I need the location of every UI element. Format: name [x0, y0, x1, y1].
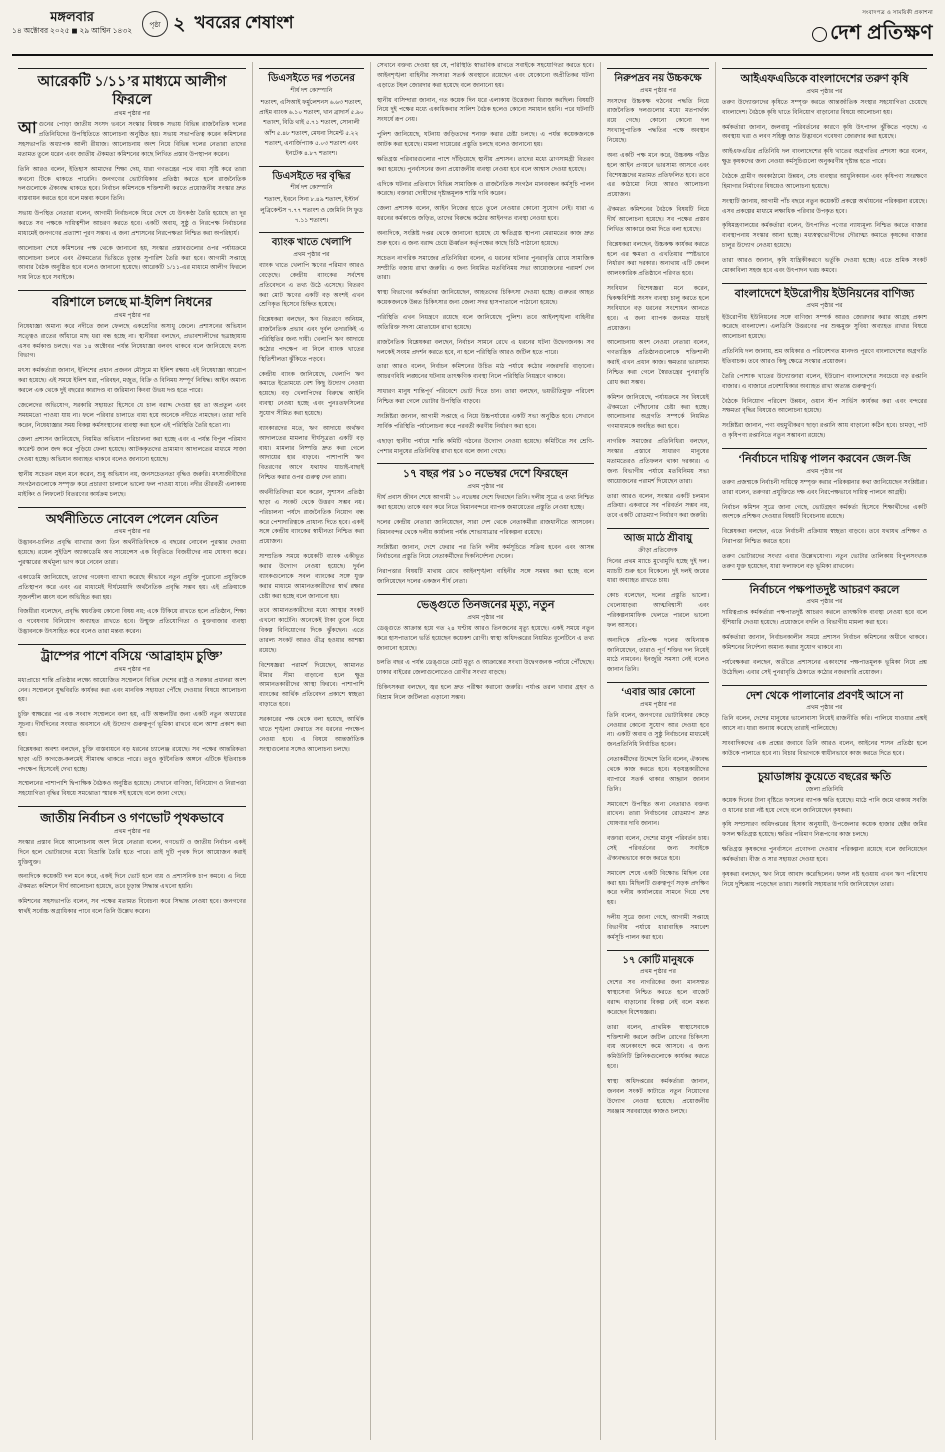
article-body: সরকারের পক্ষ থেকে বলা হয়েছে, আর্থিক খাতে শৃঙ্খলা ফেরাতে সব ধরনের পদক্ষেপ নেওয়া হবে। এ বিষয়ে আন্তর্জাতিক সংস্থাগুলোর সঙ্গেও আলোচনা চলছে। — [259, 717, 364, 753]
article-body: ক্ষতিগ্রস্ত কৃষকদের পুনর্বাসনে প্রণোদনা দেওয়ার পরিকল্পনা রয়েছে বলে জানিয়েছেন কর্মকর্তারা। বীজ ও সার সহায়তা দেওয়া হবে। — [722, 847, 927, 863]
article-byline: প্রথম পৃষ্ঠার পর — [467, 613, 504, 621]
article-body: চিকিৎসকরা বলছেন, জ্বর হলে দ্রুত পরীক্ষা করানো জরুরি। পর্যাপ্ত তরল খাবার গ্রহণ ও বিশ্রাম নিলে জটিলতা এড়ানো সম্ভব। — [377, 685, 594, 702]
article-byline: প্রথম পৃষ্ঠার পর — [113, 311, 151, 319]
date-line: ১৪ অক্টোবর ২০২৫ ◼ ২৯ আশ্বিন ১৪৩২ — [12, 25, 133, 35]
article-body: ব্যাংকারদের মতে, ঋণ আদায়ে অর্থঋণ আদালতের মামলার দীর্ঘসূত্রতা একটি বড় বাধা। মামলার নিষ্পত্তি দ্রুত করা গেলে আদায়ের হার বাড়বে। পাশাপাশি ঋণ বিতরণের আগে যথাযথ যাচাই-বাছাই নিশ্চিত করার ওপর গুরুত্ব দেন তারা। — [259, 425, 364, 482]
page-badge-label: পৃষ্ঠা — [149, 20, 161, 29]
article-body: তারা আরও জানান, কৃষি যান্ত্রিকীকরণে ভর্তুকি দেওয়া হচ্ছে। এতে শ্রমিক সংকট মোকাবিলা সহজ হবে এবং উৎপাদন খরচ কমবে। — [722, 257, 927, 274]
article-headline[interactable]: ভেঙ্গুতে তিনজনের মৃত্যু, নতুন — [377, 594, 594, 613]
article-body: চুক্তি স্বাক্ষরের পর এক সংবাদ সম্মেলনে বলা হয়, এটি অঞ্চলটির জন্য একটি নতুন অধ্যায়ের সূচনা। দীর্ঘদিনের সংঘাত অবসানে এই উদ্যোগ গুরুত্বপূর্ণ ভূমিকা রাখবে বলে আশা প্রকাশ করা হয়। — [18, 712, 246, 739]
article-body: দায়িত্বপ্রাপ্ত কর্মকর্তারা পক্ষপাতদুষ্ট আচরণ করলে তাৎক্ষণিক ব্যবস্থা নেওয়া হবে বলে হুঁশিয়ারি দেওয়া হয়েছে। প্রয়োজনে বদলি ও বিভাগীয় মামলা করা হবে। — [722, 610, 927, 627]
article-body: নির্বাচন কমিশন সূত্রে জানা গেছে, ভোটগ্রহণ কর্মকর্তা হিসেবে শিক্ষার্থীদের একটি অংশকে প্রশিক্ষণ দেওয়ার বিষয়টি বিবেচনায় রয়েছে। — [722, 504, 927, 521]
article-body: সাম্প্রতিক সময়ে কয়েকটি ব্যাংক একীভূত করার উদ্যোগ নেওয়া হয়েছে। দুর্বল ব্যাংকগুলোকে সবল ব্যাংকের সঙ্গে যুক্ত করার মাধ্যমে আমানতকারীদের স্বার্থ রক্ষার চেষ্টা করা হচ্ছে বলে জানানো হয়। — [259, 554, 364, 600]
article-body: আলোচনা শেষে কমিশনের পক্ষ থেকে জানানো হয়, সংস্কার প্রস্তাবগুলোর ওপর পর্যায়ক্রমে আলোচনা চলবে এবং ঐকমত্যের ভিত্তিতে চূড়ান্ত সুপারিশ তৈরি করা হবে। আগামী সপ্তাহে আবার বৈঠক অনুষ্ঠিত হবে বলেও জানানো হয়েছে। আরেকটি ১/১১-এর মাধ্যমে আলীগ ফিরলে দায় নিতে হবে সবাইকে। — [18, 245, 246, 282]
article-body: ডেঙ্গুতে আক্রান্ত হয়ে গত ২৪ ঘণ্টায় আরও তিনজনের মৃত্যু হয়েছে। একই সময়ে নতুন করে হাসপাতালে ভর্তি হয়েছেন কয়েকশ রোগী। স্বাস্থ্য অধিদপ্তরের নিয়মিত বুলেটিনে এ তথ্য জানানো হয়েছে। — [377, 625, 594, 652]
article-headline[interactable]: বাংলাদেশে ইউরোপীয় ইউনিয়নের বাণিজ্য — [722, 283, 927, 302]
article-body: উদ্ভাবন-চালিত প্রবৃদ্ধি ব্যাখ্যার জন্য তিন অর্থনীতিবিদকে এ বছরের নোবেল পুরস্কার দেওয়া হয়েছে। রয়েল সুইডিশ অ্যাকাডেমি অব সায়েন্সেস এক বিবৃতিতে বিজয়ীদের নাম ঘোষণা করে। পুরস্কারের অর্থমূল্য ভাগ করে নেবেন তারা। — [18, 540, 246, 567]
article-body: দিনের প্রথম ম্যাচে মুখোমুখি হচ্ছে দুই দল। ম্যাচটি শুরু হবে বিকেলে। দুই দলই জয়ের ধারা অব্যাহত রাখতে চায়। — [607, 558, 709, 585]
article-byline: প্রথম পৃষ্ঠার পর — [806, 302, 843, 310]
article-body: জেলেদের অভিযোগ, সরকারি সহায়তা হিসেবে যে চাল বরাদ্দ দেওয়া হয় তা অপ্রতুল এবং সময়মতো পাওয়া যায় না। ফলে পরিবার চালাতে বাধ্য হয়ে অনেকে নদীতে নামছেন। তারা দাবি করেন, নিষেধাজ্ঞার সময় বিকল্প কর্মসংস্থানের ব্যবস্থা করা হলে এই পরিস্থিতি তৈরি হতো না। — [18, 402, 246, 429]
article-body: ইউরোপীয় ইউনিয়নের সঙ্গে বাণিজ্য সম্পর্ক আরও জোরদার করার আগ্রহ প্রকাশ করেছে বাংলাদেশ। এলডিসি উত্তরণের পর শুল্কমুক্ত সুবিধা অব্যাহত রাখার বিষয়ে আলোচনা হয়েছে। — [722, 314, 927, 341]
article-byline: প্রথম পৃষ্ঠার পর — [806, 467, 843, 475]
article-body: পরিস্থিতি এখন নিয়ন্ত্রণে রয়েছে বলে জানিয়েছে পুলিশ। তবে আইনশৃঙ্খলা বাহিনীর অতিরিক্ত সদস্য মোতায়েন রাখা হয়েছে। — [377, 315, 594, 331]
article-body: বিশ্লেষকরা বলছেন, উচ্চকক্ষ কার্যকর করতে হলে এর ক্ষমতা ও এখতিয়ার স্পষ্টভাবে নির্ধারণ করা দরকার। অন্যথায় এটি কেবল আলংকারিক প্রতিষ্ঠানে পরিণত হবে। — [607, 241, 709, 278]
article-body: একাডেমি জানিয়েছে, তাদের গবেষণা ব্যাখ্যা করেছে কীভাবে নতুন প্রযুক্তি পুরোনো প্রযুক্তিকে প্রতিস্থাপন করে এবং এর মাধ্যমেই দীর্ঘমেয়াদি অর্থনৈতিক প্রবৃদ্ধি সম্ভব হয়। এই প্রক্রিয়াকে সৃজনশীল ধ্বংস বলে অভিহিত করা হয়। — [18, 574, 246, 601]
article-body: তিনি বলেন, জনগণের ভোটাধিকার কেড়ে নেওয়ার কোনো সুযোগ আর দেওয়া হবে না। একটি অবাধ ও সুষ্ঠু নির্বাচনের মাধ্যমেই জনপ্রতিনিধি নির্বাচিত হবেন। — [607, 712, 709, 749]
article-body: নিষেধাজ্ঞা অমান্য করে নদীতে জাল ফেলছে একশ্রেণির অসাধু জেলে। প্রশাসনের অভিযান সত্ত্বেও রাতের আঁধারে মাছ ধরা বন্ধ হচ্ছে না। স্থানীয়রা বলছেন, প্রভাবশালীদের ছত্রচ্ছায়ায় এসব কর্মকাণ্ড চলছে। গত ১৪ অক্টোবর পর্যন্ত নিষেধাজ্ঞা বলবৎ থাকবে বলে জানিয়েছে মৎস্য বিভাগ। — [18, 323, 246, 360]
article-body: তরুণ উদ্যোক্তাদের কৃষিতে সম্পৃক্ত করতে আন্তর্জাতিক সংস্থার সহযোগিতা চেয়েছে বাংলাদেশ। বৈঠকে কৃষি খাতে বিনিয়োগ বাড়ানোর বিষয়ে আলোচনা হয়। — [722, 99, 927, 116]
column-4 — [600, 62, 715, 1440]
article-byline: প্রথম পৃষ্ঠার পর — [806, 704, 843, 712]
article-body: নাগরিক সমাজের প্রতিনিধিরা বলছেন, সংস্কার প্রস্তাবে সাধারণ মানুষের মতামতেরও প্রতিফলন থাকা দরকার। এ জন্য বিভাগীয় পর্যায়ে মতবিনিময় সভা আয়োজনের পরামর্শ দিয়েছেন তারা। — [607, 439, 709, 485]
article-body: সভায় উপস্থিত নেতারা বলেন, আগামী নির্বাচনকে ঘিরে দেশে যে উৎকণ্ঠা তৈরি হয়েছে তা দূর করতে সব পক্ষকে দায়িত্বশীল আচরণ করতে হবে। একটি অবাধ, সুষ্ঠু ও নিরপেক্ষ নির্বাচনের মাধ্যমেই জনগণের প্রত্যাশা পূরণ সম্ভব। এ জন্য প্রশাসনের নিরপেক্ষতা নিশ্চিত করা অপরিহার্য। — [18, 211, 246, 237]
article-byline: শীর্ষ দশ কোম্পানি — [290, 86, 333, 94]
article-body: রাজনৈতিক বিশ্লেষকরা বলছেন, নির্বাচন সামনে রেখে এ ধরনের ঘটনা উদ্বেগজনক। সব দলকেই সংযম প্রদর্শন করতে হবে, না হলে পরিস্থিতি আরও জটিল হতে পারে। — [377, 339, 594, 356]
circle-logo-icon — [812, 27, 827, 42]
article-body: তারা বলেন, প্রাথমিক স্বাস্থ্যসেবাকে শক্তিশালী করলে জটিল রোগের চিকিৎসা ব্যয় অনেকাংশে কমে আসবে। এ জন্য কমিউনিটি ক্লিনিকগুলোকে কার্যকর করতে হবে। — [607, 1024, 709, 1071]
article-body: তারা আরও বলেন, সংস্কার একটি চলমান প্রক্রিয়া। একবারে সব পরিবর্তন সম্ভব নয়, তবে একটি রোডম্যাপ নির্ধারণ করা জরুরি। — [607, 493, 709, 520]
article-body: অন্যদিকে প্রতিপক্ষ দলের অধিনায়ক জানিয়েছেন, তারাও পূর্ণ শক্তির দল নিয়েই মাঠে নামবেন। ইনজুরি সমস্যা নেই বলেও জানান তিনি। — [607, 637, 709, 674]
page-number: ২ — [173, 13, 186, 35]
article-body: কমিশনের সহসভাপতি বলেন, সব পক্ষের মতামত বিবেচনা করে সিদ্ধান্ত নেওয়া হবে। জনগণের স্বার্থই সর্বোচ্চ অগ্রাধিকার পাবে বলে তিনি উল্লেখ করেন। — [18, 899, 246, 916]
article-byline: প্রথম পৃষ্ঠার পর — [806, 598, 843, 606]
article-headline[interactable]: চুয়াডাঙ্গায় কুয়েতে বছরের ক্ষতি — [722, 766, 927, 785]
column-5 — [715, 62, 933, 1440]
article-byline: প্রথম পৃষ্ঠার পর — [806, 87, 843, 95]
article-headline[interactable]: জাতীয় নির্বাচন ও গণভোট পৃথকভাবে — [18, 806, 246, 827]
article-body: সংস্কার প্রস্তাব নিয়ে আলোচনায় অংশ নিয়ে নেতারা বলেন, গণভোট ও জাতীয় নির্বাচন একই দিনে হলে ভোটারদের মধ্যে বিভ্রান্তি তৈরি হতে পারে। তাই দুটি পৃথক দিনে আয়োজন করাই যুক্তিযুক্ত। — [18, 839, 246, 866]
day-name: মঙ্গলবার — [50, 9, 94, 24]
article-byline: প্রথম পৃষ্ঠার পর — [467, 483, 504, 491]
article-headline[interactable]: নির্বাচনে পক্ষপাতদুষ্ট আচরণ করলে — [722, 579, 927, 598]
article-body: তিনি বলেন, দেশের মানুষের ভালোবাসা নিয়েই রাজনীতি করি। পালিয়ে যাওয়ার প্রশ্নই আসে না। যারা অন্যায় করেছে তারাই পালিয়েছে। — [722, 716, 927, 733]
article-headline[interactable]: আইএফএডিকে বাংলাদেশের তরুণ কৃষি — [722, 68, 927, 87]
article-body: আইএফএডির প্রতিনিধি দল বাংলাদেশের কৃষি খাতের অগ্রগতির প্রশংসা করে বলেন, ক্ষুদ্র কৃষকদের জন্য নেওয়া কর্মসূচিগুলো অনুকরণীয় দৃষ্টান্ত হতে পারে। — [722, 149, 927, 166]
date-block — [12, 10, 132, 36]
article-headline[interactable]: দেশ থেকে পালানোর প্রবণই আসে না — [722, 685, 927, 704]
article-body: সংশ্লিষ্টরা জানান, পণ্য বহুমুখীকরণ ছাড়া রপ্তানি আয় বাড়ানো কঠিন হবে। চামড়া, পাট ও কৃষিপণ্য রপ্তানিতে নতুন সম্ভাবনা রয়েছে। — [722, 423, 927, 440]
article-body: সংসদের উচ্চকক্ষ গঠনের পদ্ধতি নিয়ে রাজনৈতিক দলগুলোর মধ্যে মতপার্থক্য রয়ে গেছে। কোনো কোনো দল সংখ্যানুপাতিক পদ্ধতির পক্ষে অবস্থান নিয়েছে। — [607, 98, 709, 144]
article-body: সমাবেশ শেষে একটি বিক্ষোভ মিছিল বের করা হয়। মিছিলটি গুরুত্বপূর্ণ সড়ক প্রদক্ষিণ করে দলীয় কার্যালয়ের সামনে গিয়ে শেষ হয়। — [607, 870, 709, 907]
article-body: জেলা প্রশাসক বলেন, আইন নিজের হাতে তুলে নেওয়ার কোনো সুযোগ নেই। যারা এ ধরনের কর্মকাণ্ডে জড়িত, তাদের বিরুদ্ধে কঠোর আইনগত ব্যবস্থা নেওয়া হবে। — [377, 206, 594, 223]
article-headline[interactable]: ডিএসইতে দর পতনের — [259, 68, 364, 86]
article-headline[interactable]: ‘এবার আর কোনো — [607, 682, 709, 700]
article-body: কোচ বলেছেন, দলের প্রস্তুতি ভালো। খেলোয়াড়রা আত্মবিশ্বাসী এবং পরিকল্পনামাফিক খেলতে পারলে ভালো ফল আসবে। — [607, 593, 709, 629]
article-byline: শীর্ষ দশ কোম্পানি — [290, 184, 333, 192]
article-body: সংশ্লিষ্টরা জানান, আগামী সপ্তাহে এ নিয়ে উচ্চপর্যায়ের একটি সভা অনুষ্ঠিত হবে। সেখানে সার্বিক পরিস্থিতি পর্যালোচনা করে পরবর্তী করণীয় নির্ধারণ করা হবে। — [377, 413, 594, 430]
article-body: কমিশন জানিয়েছে, পর্যায়ক্রমে সব বিষয়েই ঐকমত্যে পৌঁছানোর চেষ্টা করা হচ্ছে। আলোচনার অগ্রগতি সম্পর্কে নিয়মিত গণমাধ্যমকে অবহিত করা হবে। — [607, 394, 709, 431]
column-1 — [12, 62, 252, 1440]
article-body: সচেতন নাগরিক সমাজের প্রতিনিধিরা বলেন, এ ধরনের ঘটনার পুনরাবৃত্তি রোধে সামাজিক সম্প্রীতি বজায় রাখা জরুরি। এ জন্য নিয়মিত মতবিনিময় সভা আয়োজনের পরামর্শ দেন তারা। — [377, 255, 594, 282]
article-body: বিজয়ীরা বলেছেন, প্রবৃদ্ধি স্বয়ংক্রিয় কোনো বিষয় নয়; একে টিকিয়ে রাখতে হলে প্রতিষ্ঠান, শিক্ষা ও গবেষণায় বিনিয়োগ অব্যাহত রাখতে হবে। উন্মুক্ত প্রতিযোগিতা ও মুক্তবাজার ব্যবস্থা উদ্ভাবনকে উৎসাহিত করে বলেও তারা মন্তব্য করেন। — [18, 609, 246, 636]
article-byline: প্রথম পৃষ্ঠার পর — [113, 827, 151, 835]
article-body: দলীয় সূত্রে জানা গেছে, আগামী সপ্তাহে বিভাগীয় পর্যায়ে ধারাবাহিক সমাবেশ কর্মসূচি পালন করা হবে। — [607, 915, 709, 941]
article-body: কৃষি সম্প্রসারণ অধিদপ্তরের হিসাব অনুযায়ী, উপজেলার কয়েক হাজার হেক্টর জমির ফসল ক্ষতিগ্রস্ত হয়েছে। ক্ষতির পরিমাণ নিরূপণের কাজ চলছে। — [722, 822, 927, 839]
article-body: এছাড়া স্থানীয় পর্যায়ে শান্তি কমিটি গঠনের উদ্যোগ নেওয়া হয়েছে। কমিটিতে সব শ্রেণি-পেশার মানুষের প্রতিনিধিত্ব রাখা হবে বলে জানা গেছে। — [377, 438, 594, 455]
article-headline[interactable]: ব্যাংক খাতে খেলাপি — [259, 232, 364, 250]
article-byline: প্রথম পৃষ্ঠার পর — [639, 968, 677, 976]
article-body: বিশ্লেষকরা বলছেন, এতে নির্বাচনী প্রক্রিয়ায় স্বচ্ছতা বাড়বে। তবে যথাযথ প্রশিক্ষণ ও নিরাপত্তা নিশ্চিত করতে হবে। — [722, 529, 927, 546]
article-body: সাধারণ মানুষ শান্তিপূর্ণ পরিবেশে ভোট দিতে চান। তারা বলছেন, ভয়ভীতিমুক্ত পরিবেশ নিশ্চিত করা গেলে ভোটার উপস্থিতি বাড়বে। — [377, 389, 594, 406]
article-headline[interactable]: আরেকটি ১/১১’র মাধ্যমে আলীগ ফিরলে — [18, 68, 246, 109]
article-body: স্বাস্থ্য বিভাগের কর্মকর্তারা জানিয়েছেন, আহতদের চিকিৎসা দেওয়া হচ্ছে। গুরুতর আহত কয়েকজনকে উন্নত চিকিৎসার জন্য জেলা সদর হাসপাতালে পাঠানো হয়েছে। — [377, 290, 594, 307]
article-body: স্থানীয় বাসিন্দারা জানান, গত কয়েক দিন ধরে এলাকায় উত্তেজনা বিরাজ করছিল। বিষয়টি নিয়ে দুই পক্ষের মধ্যে একাধিকবার সালিশ বৈঠক হলেও কোনো সমাধান হয়নি। পরে ঘটনাটি সংঘর্ষে রূপ নেয়। — [377, 97, 594, 124]
article-headline[interactable]: বরিশালে চলছে মা-ইলিশ নিধনের — [18, 290, 246, 311]
article-body: স্বাস্থ্য অধিদপ্তরের কর্মকর্তারা জানান, জনবল সংকট কাটাতে নতুন নিয়োগের উদ্যোগ নেওয়া হয়েছে। প্রয়োজনীয় সরঞ্জাম সরবরাহের কাজও চলছে। — [607, 1079, 709, 1115]
article-headline[interactable]: আজ মাঠে শ্রীবায়ু — [607, 528, 709, 546]
article-body: কেন্দ্রীয় ব্যাংক জানিয়েছে, খেলাপি ঋণ কমাতে ইতোমধ্যে বেশ কিছু উদ্যোগ নেওয়া হয়েছে। বড় খেলাপিদের বিরুদ্ধে আইনি ব্যবস্থা নেওয়া হচ্ছে এবং পুনঃতফসিলের সুযোগ সীমিত করা হয়েছে। — [259, 371, 364, 417]
article-body: স্থানীয় সচেতন মহল মনে করেন, শুধু অভিযান নয়, জনসচেতনতা বৃদ্ধিও জরুরি। মৎস্যজীবীদের সংগঠনগুলোকে সম্পৃক্ত করে প্রচারণা চালালে ভালো ফল পাওয়া যাবে। নদীর তীরবর্তী এলাকায় মাইকিং ও লিফলেট বিতরণের কার্যক্রম চলছে। — [18, 472, 246, 498]
article-byline: জেলা প্রতিনিধি — [805, 785, 844, 793]
article-headline[interactable]: নিরুপদ্রব নয় উচ্চকক্ষে — [607, 68, 709, 86]
article-body: নেতাকর্মীদের উদ্দেশে তিনি বলেন, ঐক্যবদ্ধ থেকে কাজ করতে হবে। ষড়যন্ত্রকারীদের ব্যাপারে সতর্ক থাকার আহ্বান জানান তিনি। — [607, 757, 709, 793]
article-body: বৈঠকে গ্রামীণ অবকাঠামো উন্নয়ন, সেচ ব্যবস্থার আধুনিকায়ন এবং কৃষিপণ্য সংরক্ষণে হিমাগার নির্মাণের বিষয়েও আলোচনা হয়েছে। — [722, 173, 927, 190]
logo-text: দেশ প্রতিক্ষণ — [830, 22, 933, 44]
article-body: সাংবাদিকদের এক প্রশ্নের জবাবে তিনি আরও বলেন, আইনের শাসন প্রতিষ্ঠা হলে কাউকে পালাতে হবে না। বিচার বিভাগকে স্বাধীনভাবে কাজ করতে দিতে হবে। — [722, 741, 927, 758]
article-body: সমাবেশে উপস্থিত অন্য নেতারাও বক্তব্য রাখেন। তারা নির্বাচনের রোডম্যাপ দ্রুত ঘোষণার দাবি জানান। — [607, 801, 709, 828]
article-byline: প্রথম পৃষ্ঠার পর — [113, 110, 151, 118]
article-byline: প্রথম পৃষ্ঠার পর — [639, 700, 677, 708]
article-body: সংস্থাটি জানায়, আগামী পাঁচ বছরে নতুন কয়েকটি প্রকল্পে অর্থায়নের পরিকল্পনা রয়েছে। এসব প্রকল্পের মাধ্যমে লক্ষাধিক পরিবার উপকৃত হবে। — [722, 198, 927, 215]
article-body: আলোচনায় অংশ নেওয়া নেতারা বলেন, গণতান্ত্রিক প্রতিষ্ঠানগুলোকে শক্তিশালী করাই এখন প্রধান কাজ। ক্ষমতার ভারসাম্য নিশ্চিত করা গেলে স্বৈরতন্ত্রের পুনরাবৃত্তি রোধ করা সম্ভব। — [607, 340, 709, 386]
article-body: ঐকমত্য কমিশনের বৈঠকে বিষয়টি নিয়ে দীর্ঘ আলোচনা হয়েছে। সব পক্ষের প্রস্তাব লিখিত আকারে জমা দিতে বলা হয়েছে। — [607, 207, 709, 233]
article-body: মৎস্য কর্মকর্তারা জানান, ইলিশের প্রধান প্রজনন মৌসুমে মা ইলিশ রক্ষায় এই নিষেধাজ্ঞা আরোপ করা হয়েছে। এই সময়ে ইলিশ ধরা, পরিবহন, মজুত, বিক্রি ও বিনিময় সম্পূর্ণ নিষিদ্ধ। আইন অমান্য করলে এক থেকে দুই বছরের কারাদণ্ড বা জরিমানা কিংবা উভয় দণ্ড হতে পারে। — [18, 368, 246, 395]
article-body: সংশ্লিষ্টরা জানান, দেশে ফেরার পর তিনি দলীয় কর্মসূচিতে সক্রিয় হবেন এবং আসন্ন নির্বাচনের প্রস্তুতি নিয়ে নেতাকর্মীদের দিকনির্দেশনা দেবেন। — [377, 544, 594, 561]
article-body: অন্যদিকে, সংশ্লিষ্ট দপ্তর থেকে জানানো হয়েছে যে ক্ষতিগ্রস্ত স্থাপনা মেরামতের কাজ দ্রুত শুরু হবে। এ জন্য বরাদ্দ চেয়ে ঊর্ধ্বতন কর্তৃপক্ষের কাছে চিঠি পাঠানো হয়েছে। — [377, 231, 594, 247]
article-body: অন্যদিকে কয়েকটি দল মনে করে, একই দিনে ভোট হলে ব্যয় ও প্রশাসনিক চাপ কমবে। এ নিয়ে ঐকমত্য কমিশনে দীর্ঘ আলোচনা হয়েছে, তবে চূড়ান্ত সিদ্ধান্ত এখনো হয়নি। — [18, 874, 246, 891]
article-body: কয়েক দিনের টানা বৃষ্টিতে ফসলের ব্যাপক ক্ষতি হয়েছে। মাঠে পানি জমে থাকায় সবজি ও ধানের চারা নষ্ট হয়ে গেছে বলে জানিয়েছেন কৃষকরা। — [722, 797, 927, 814]
article-body: দেশের সব নাগরিকের জন্য মানসম্মত স্বাস্থ্যসেবা নিশ্চিত করতে হলে বাজেট বরাদ্দ বাড়ানোর বিকল্প নেই বলে মন্তব্য করেছেন বিশেষজ্ঞরা। — [607, 980, 709, 1016]
article-body: অন্য একটি পক্ষ মনে করে, উচ্চকক্ষ গঠিত হলে আইন প্রণয়নে ভারসাম্য আসবে এবং বিশেষজ্ঞদের মতামত প্রতিফলিত হবে। তবে এর কাঠামো নিয়ে আরও আলোচনা প্রয়োজন। — [607, 152, 709, 199]
article-body: তরুণ প্রজন্মকে নির্বাচনী দায়িত্বে সম্পৃক্ত করার পরিকল্পনার কথা জানিয়েছেন সংশ্লিষ্টরা। তারা বলেন, তরুণরা প্রযুক্তিতে দক্ষ এবং নিরপেক্ষভাবে দায়িত্ব পালনে আগ্রহী। — [722, 479, 927, 496]
article-body: আগুনের পোড়া জাতীয় সংসদ ভবনে সংস্কার বিষয়ক সভায় বিভিন্ন রাজনৈতিক দলের প্রতিনিধিদের উপস্থিতিতে আলোচনা অনুষ্ঠিত হয়। সভায় সভাপতিত্ব করেন কমিশনের সহসভাপতি অধ্যাপক আলী রীয়াজ। আলোচনায় অংশ নিয়ে বিভিন্ন দলের নেতারা তাদের মতামত তুলে ধরেন এবং জাতীয় ঐকমত্য কমিশনের কাছে লিখিত প্রস্তাব উপস্থাপন করেন। — [18, 120, 246, 158]
article-body: কর্মকর্তারা জানান, জলবায়ু পরিবর্তনের কারণে কৃষি উৎপাদন ঝুঁকিতে পড়ছে। এ অবস্থায় খরা ও লবণ সহিষ্ণু জাত উদ্ভাবনে গবেষণা জোরদার করা হয়েছে। — [722, 124, 927, 141]
masthead-left — [12, 10, 294, 38]
article-body: বিশেষজ্ঞরা পরামর্শ দিয়েছেন, আমানত বীমার সীমা বাড়ানো হলে ক্ষুদ্র আমানতকারীদের আস্থা ফিরবে। পাশাপাশি ব্যাংকের আর্থিক প্রতিবেদন প্রকাশে স্বচ্ছতা বাড়াতে হবে। — [259, 662, 364, 709]
article-body: দীর্ঘ প্রবাস জীবন শেষে আগামী ১০ নভেম্বর দেশে ফিরছেন তিনি। দলীয় সূত্রে এ তথ্য নিশ্চিত করা হয়েছে। তাকে বরণ করে নিতে বিমানবন্দরে ব্যাপক জমায়েতের প্রস্তুতি নেওয়া হচ্ছে। — [377, 495, 594, 512]
article-body: প্রতিনিধি দল জানায়, শ্রম অধিকার ও পরিবেশগত মানদণ্ড পূরণে বাংলাদেশের অগ্রগতি ইতিবাচক। তবে আরও কিছু ক্ষেত্রে সংস্কার প্রয়োজন। — [722, 349, 927, 365]
article-byline: প্রথম পৃষ্ঠার পর — [293, 250, 330, 258]
article-headline[interactable]: ১৭ বছর পর ১০ নভেম্বর দেশে ফিরছেন — [377, 463, 594, 482]
article-headline[interactable]: ‘নির্বাচনে দায়িত্ব পালন করবেন জেল-জি — [722, 448, 927, 467]
article-headline[interactable]: ১৭ কোটি মানুষকে — [607, 950, 709, 968]
masthead — [12, 10, 933, 56]
article-body: কৃষিমন্ত্রণালয়ের কর্মকর্তারা বলেন, উৎপাদিত পণ্যের ন্যায্যমূল্য নিশ্চিত করতে বাজার ব্যবস্থাপনায় সংস্কার আনা হচ্ছে। মধ্যস্বত্বভোগীদের দৌরাত্ম্য কমাতে কৃষকের বাজার চালুর উদ্যোগ নেওয়া হয়েছে। — [722, 223, 927, 250]
article-body: নিরাপত্তার বিষয়টি মাথায় রেখে আইনশৃঙ্খলা বাহিনীর সঙ্গে সমন্বয় করা হচ্ছে বলে জানিয়েছেন দলের একজন শীর্ষ নেতা। — [377, 569, 594, 586]
article-body: তবে আমানতকারীদের মধ্যে আস্থার সংকট এখনো কাটেনি। অনেকেই টাকা তুলে নিয়ে বিকল্প বিনিয়োগের দিকে ঝুঁকছেন। এতে তারল্য সংকট আরও তীব্র হওয়ার আশঙ্কা রয়েছে। — [259, 608, 364, 654]
column-container — [12, 62, 933, 1440]
article-body: তারা আরও বলেন, নির্বাচন কমিশনের উচিত মাঠ পর্যায়ে কঠোর নজরদারি বাড়ানো। আচরণবিধি লঙ্ঘনের ঘটনায় তাৎক্ষণিক ব্যবস্থা নিলে পরিস্থিতি নিয়ন্ত্রণে থাকবে। — [377, 364, 594, 381]
article-body: সংবিধান বিশেষজ্ঞরা মনে করেন, দ্বিকক্ষবিশিষ্ট সংসদ ব্যবস্থা চালু করতে হলে সংবিধানে বড় ধরনের সংশোধন আনতে হবে। এ জন্য ব্যাপক জনমত যাচাই প্রয়োজন। — [607, 286, 709, 332]
article-body: বিশ্লেষকরা বলছেন, ঋণ বিতরণে অনিয়ম, রাজনৈতিক প্রভাব এবং দুর্বল তদারকিই এ পরিস্থিতির জন্য দায়ী। খেলাপি ঋণ আদায়ে কঠোর পদক্ষেপ না নিলে ব্যাংক খাতের স্থিতিশীলতা ঝুঁকিতে পড়বে। — [259, 317, 364, 363]
article-headline[interactable]: অর্থনীতিতে নোবেল পেলেন যেতিন — [18, 507, 246, 528]
tagline: সংবাদপত্র ও সাময়িকী প্রকাশনা — [862, 10, 933, 16]
price-list: শতাংশ, এসিআই ফর্মুলেশনস ৬.৬৩ শতাংশ, প্রাইম ব্যাংক ৬.১০ শতাংশ, খান ব্রাদার্স ৫.৯০ শতাংশ, বিডি থাই ৫.৭১ শতাংশ, সোনালী আঁশ ৫.৪৮ শতাংশ, মেঘনা সিমেন্ট ৫.২২ শতাংশ, এনার্জিপ্যাক ৫.০৩ শতাংশ এবং ইনটেক ৪.৮৭ শতাংশ। — [259, 99, 364, 158]
article-body: তৈরি পোশাক খাতের উদ্যোক্তারা বলেন, ইউরোপ বাংলাদেশের সবচেয়ে বড় রপ্তানি বাজার। এ বাজারে প্রবেশাধিকার অব্যাহত রাখা অত্যন্ত গুরুত্বপূর্ণ। — [722, 373, 927, 390]
article-body: কৃষকরা বলছেন, ঋণ নিয়ে আবাদ করেছিলেন। ফসল নষ্ট হওয়ায় এখন ঋণ পরিশোধ নিয়ে দুশ্চিন্তায় পড়েছেন তারা। সরকারি সহায়তার দাবি জানিয়েছেন তারা। — [722, 871, 927, 888]
article-body: সেখানে বক্তব্য দেওয়া হয় যে, পরিস্থিতি স্বাভাবিক রাখতে সবাইকে সহযোগিতা করতে হবে। আইনশৃঙ্খলা বাহিনীর সদস্যরা সতর্ক অবস্থানে রয়েছেন এবং যেকোনো অপ্রীতিকর ঘটনা এড়াতে টহল জোরদার করা হয়েছে বলে জানানো হয়। — [377, 63, 594, 89]
article-body: চলতি বছর এ পর্যন্ত ডেঙ্গুতে মোট মৃত্যু ও আক্রান্তের সংখ্যা উদ্বেগজনক পর্যায়ে পৌঁছেছে। ঢাকার বাইরের জেলাগুলোতেও রোগীর সংখ্যা বাড়ছে। — [377, 660, 594, 677]
article-body: জেলা প্রশাসন জানিয়েছে, নিয়মিত অভিযান পরিচালনা করা হচ্ছে এবং এ পর্যন্ত বিপুল পরিমাণ কারেন্ট জাল জব্দ করে পুড়িয়ে ফেলা হয়েছে। আটককৃতদের ভ্রাম্যমাণ আদালতের মাধ্যমে সাজা দেওয়া হচ্ছে। অভিযান অব্যাহত থাকবে বলেও জানানো হয়েছে। — [18, 437, 246, 464]
article-body: দলের কেন্দ্রীয় নেতারা জানিয়েছেন, সারা দেশ থেকে নেতাকর্মীরা রাজধানীতে আসবেন। বিমানবন্দর থেকে দলীয় কার্যালয় পর্যন্ত শোভাযাত্রার পরিকল্পনা রয়েছে। — [377, 519, 594, 536]
article-body: মধ্যপ্রাচ্যে শান্তি প্রতিষ্ঠার লক্ষ্যে আয়োজিত সম্মেলনে বিভিন্ন দেশের রাষ্ট্র ও সরকার প্রধানরা অংশ নেন। সম্মেলনে যুদ্ধবিরতি কার্যকর করা এবং মানবিক সহায়তা পৌঁছে দেওয়ার বিষয়ে আলোচনা হয়। — [18, 677, 246, 704]
column-2 — [252, 62, 370, 1440]
article-body: পর্যবেক্ষকরা বলছেন, অতীতে প্রশাসনের একাংশের পক্ষপাতমূলক ভূমিকা নিয়ে প্রশ্ন উঠেছিল। এবার সেই পুনরাবৃত্তি ঠেকাতে কঠোর নজরদারি প্রয়োজন। — [722, 659, 927, 676]
article-body: ব্যাংক খাতে খেলাপি ঋণের পরিমাণ আরও বেড়েছে। কেন্দ্রীয় ব্যাংকের সর্বশেষ প্রতিবেদনে এ তথ্য উঠে এসেছে। বিতরণ করা মোট ঋণের একটি বড় অংশই এখন শ্রেণিকৃত হিসেবে চিহ্নিত হয়েছে। — [259, 262, 364, 309]
publication-logo — [812, 18, 933, 51]
article-body: তিনি আরও বলেন, ইতিহাস আমাদের শিক্ষা দেয়, যারা গণতন্ত্রের পথে বাধা সৃষ্টি করে তারা কখনো টিকে থাকতে পারেনি। জনগণের ভোটাধিকার প্রতিষ্ঠা করতে হলে রাজনৈতিক দলগুলোকে ঐক্যবদ্ধ থাকতে হবে। নির্বাচন কমিশনকে শক্তিশালী করতে প্রয়োজনীয় সংস্কার দ্রুত বাস্তবায়ন করতে হবে বলে মন্তব্য করেন তিনি। — [18, 166, 246, 203]
masthead-right — [812, 10, 933, 51]
article-body: অর্থনীতিবিদরা মনে করেন, সুশাসন প্রতিষ্ঠা ছাড়া এ সংকট থেকে উত্তরণ সম্ভব নয়। পরিচালনা পর্ষদে রাজনৈতিক নিয়োগ বন্ধ করে পেশাদারিত্বকে প্রাধান্য দিতে হবে। একই সঙ্গে কেন্দ্রীয় ব্যাংকের স্বাধীনতা নিশ্চিত করা প্রয়োজন। — [259, 489, 364, 546]
article-body: বক্তারা বলেন, দেশের মানুষ পরিবর্তন চায়। সেই পরিবর্তনের জন্য সবাইকে ঐক্যবদ্ধভাবে কাজ করতে হবে। — [607, 836, 709, 862]
article-body: এদিকে ঘটনার প্রতিবাদে বিভিন্ন সামাজিক ও রাজনৈতিক সংগঠন মানববন্ধন কর্মসূচি পালন করেছে। বক্তারা দোষীদের দৃষ্টান্তমূলক শাস্তি দাবি করেন। — [377, 181, 594, 198]
article-body: ক্ষতিগ্রস্ত পরিবারগুলোর পাশে দাঁড়িয়েছে স্থানীয় প্রশাসন। তাদের মধ্যে ত্রাণসামগ্রী বিতরণ করা হয়েছে। পুনর্বাসনের জন্য প্রয়োজনীয় ব্যবস্থা নেওয়া হবে বলে আশ্বাস দেওয়া হয়েছে। — [377, 156, 594, 173]
article-body: সম্মেলনের পাশাপাশি দ্বিপাক্ষিক বৈঠকও অনুষ্ঠিত হয়েছে। সেখানে বাণিজ্য, বিনিয়োগ ও নিরাপত্তা সহযোগিতা বৃদ্ধির বিষয়ে সমঝোতা স্মারক সই হয়েছে বলে জানা গেছে। — [18, 781, 246, 798]
article-headline[interactable]: ট্রাম্পের পাশে বসিয়ে ‘আব্রাহাম চুক্তি’ — [18, 644, 246, 665]
article-byline: প্রথম পৃষ্ঠার পর — [113, 528, 151, 536]
page-badge-icon — [142, 11, 168, 37]
column-3 — [370, 62, 600, 1440]
article-byline: প্রথম পৃষ্ঠার পর — [113, 665, 151, 673]
article-byline: ক্রীড়া প্রতিবেদক — [638, 546, 678, 554]
page-number-block — [142, 10, 293, 38]
price-list: শতাংশ, ইবনে সিনা ৮.৪৯ শতাংশ, ইস্টার্ন লুব্রিকেন্টস ৭.৭৭ শতাংশ ও জেমিনি সি ফুড ৭.১১ শতাংশ। — [260, 197, 363, 224]
article-body: বৈঠকে বিনিয়োগ পরিবেশ উন্নয়ন, ওয়ান স্টপ সার্ভিস কার্যকর করা এবং বন্দরের সক্ষমতা বৃদ্ধির বিষয়েও আলোচনা হয়েছে। — [722, 398, 927, 415]
article-body: তরুণ ভোটারদের সংখ্যা এবার উল্লেখযোগ্য। নতুন ভোটার তালিকায় বিপুলসংখ্যক তরুণ যুক্ত হয়েছেন, যারা ফলাফলে বড় ভূমিকা রাখবেন। — [722, 553, 927, 570]
section-title: খবরের শেষাংশ — [194, 13, 294, 32]
article-body: কর্মকর্তারা জানান, নির্বাচনকালীন সময়ে প্রশাসন নির্বাচন কমিশনের অধীনে থাকবে। কমিশনের নির্দেশনা অমান্য করার সুযোগ থাকবে না। — [722, 635, 927, 652]
article-body: বিশ্লেষকরা অবশ্য বলছেন, চুক্তি বাস্তবায়নে বড় ধরনের চ্যালেঞ্জ রয়েছে। সব পক্ষের আন্তরিকতা ছাড়া এটি কাগজে-কলমেই সীমাবদ্ধ থাকতে পারে। তবুও কূটনৈতিক অঙ্গনে এটিকে ইতিবাচক পদক্ষেপ হিসেবেই দেখা হচ্ছে। — [18, 746, 246, 773]
article-headline[interactable]: ডিএসইতে দর বৃদ্ধির — [259, 166, 364, 184]
article-body: পুলিশ জানিয়েছে, ঘটনায় জড়িতদের শনাক্ত করার চেষ্টা চলছে। এ পর্যন্ত কয়েকজনকে আটক করা হয়েছে। মামলা দায়েরের প্রস্তুতি চলছে বলেও জানানো হয়। — [377, 132, 594, 149]
article-byline: প্রথম পৃষ্ঠার পর — [639, 86, 677, 94]
